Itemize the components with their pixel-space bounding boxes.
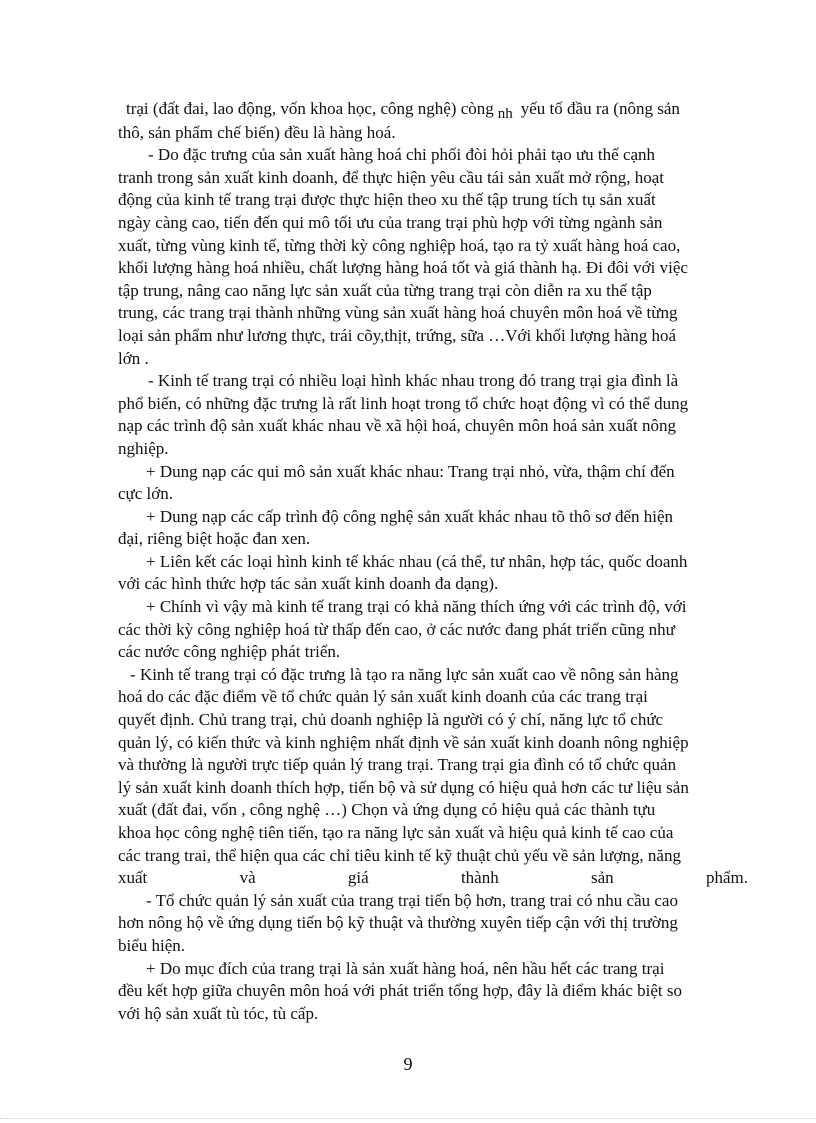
- paragraph-line: - Kinh tế trang trại có nhiều loại hình khác nhau trong đó trang trại gia đình là: [148, 371, 679, 391]
- paragraph-line: - Tổ chức quản lý sản xuất của trang trại tiến bộ hơn, trang trai có nhu cầu cao: [146, 890, 678, 910]
- paragraph-line: ngày càng cao, tiến đến qui mô tối ưu của trang trại phù hợp với từng ngành sản: [118, 212, 663, 232]
- paragraph-line: lớn .: [118, 348, 149, 368]
- paragraph-line: quản lý, có kiến thức và kinh nghiệm nhất định về sản xuất kinh doanh nông nghiệp: [118, 732, 689, 752]
- paragraph-line: quyết định. Chủ trang trại, chủ doanh nghiệp là người có ý chí, năng lực tổ chức: [118, 710, 664, 730]
- paragraph-line: trung, các trang trại thành những vùng sản xuất hàng hoá chuyên môn hoá về từng: [118, 303, 678, 323]
- paragraph-line: phổ biến, có những đặc trưng là rất linh hoạt trong tổ chức hoạt động vì có thể dung: [118, 393, 689, 413]
- word: thành: [460, 868, 499, 888]
- paragraph-line: biểu hiện.: [118, 935, 186, 955]
- word: phẩm.: [705, 868, 748, 888]
- paragraph-4: [118, 506, 778, 551]
- paragraph-line: - Do đặc trưng của sản xuất hàng hoá chi phối đòi hỏi phải tạo ưu thế cạnh: [148, 145, 656, 165]
- paragraph-line: cực lớn.: [118, 484, 174, 504]
- paragraph-line: + Do mục đích của trang trại là sản xuất hàng hoá, nên hầu hết các trang trại: [146, 958, 665, 978]
- paragraph-line: với các hình thức hợp tác sản xuất kinh doanh đa dạng).: [118, 574, 499, 594]
- paragraph-line: + Dung nạp các cấp trình độ công nghệ sản xuất khác nhau tõ thô sơ đến hiện: [146, 506, 674, 526]
- paragraph-0: [118, 98, 778, 144]
- paragraph-line: các nước công nghiệp phát triển.: [118, 642, 341, 662]
- paragraph-line: khối lượng hàng hoá nhiều, chất lượng hàng hoá tốt và giá thành hạ. Đi đôi với việc: [118, 258, 688, 278]
- paragraph-line: + Chính vì vậy mà kinh tế trang trại có khả năng thích ứng với các trình độ, với: [146, 597, 687, 617]
- paragraph-line: các thời kỳ công nghiệp hoá từ thấp đến cao, ở các nước đang phát triển cũng như: [118, 619, 675, 639]
- paragraph-0-line: thô, sản phẩm chế biến) đều là hàng hoá.: [118, 122, 396, 142]
- justified-last-line: [118, 867, 748, 890]
- paragraph-0-text-a: trại (đất đai, lao động, vốn khoa học, công nghệ) còng: [126, 99, 494, 118]
- paragraph-8: [118, 890, 778, 958]
- paragraph-line: - Kinh tế trang trại có đặc trưng là tạo ra năng lực sản xuất cao về nông sản hàng: [130, 664, 679, 684]
- paragraph-line: hơn nông hộ về ứng dụng tiến bộ kỹ thuật và thường xuyên tiếp cận với thị trường: [118, 913, 678, 933]
- paragraph-6: [118, 596, 778, 664]
- paragraph-line: hoá do các đặc điểm về tổ chức quản lý sản xuất kinh doanh của các trang trại: [118, 687, 648, 707]
- paragraph-line: + Liên kết các loại hình kinh tế khác nhau (cá thể, tư nhân, hợp tác, quốc doanh: [146, 551, 688, 571]
- document-body: [118, 98, 778, 1025]
- paragraph-7: [118, 664, 778, 890]
- word: xuất: [118, 868, 148, 888]
- word: sản: [591, 868, 614, 888]
- paragraph-line: tranh trong sản xuất kinh doanh, để thực hiện yêu cầu tái sản xuất mở rộng, hoạt: [118, 167, 665, 187]
- paragraph-line: khoa học công nghệ tiên tiến, tạo ra năng lực sản xuất và hiệu quả kinh tế cao của: [118, 823, 674, 842]
- paragraph-2: [118, 370, 778, 460]
- word: giá: [347, 868, 369, 888]
- paragraph-line: loại sản phẩm như lương thực, trái cõy,thịt, trứng, sữa …Với khối lượng hàng hoá: [118, 325, 677, 345]
- paragraph-line: xuất (đất đai, vốn , công nghệ …) Chọn và ứng dụng có hiệu quả các thành tựu: [118, 800, 656, 820]
- paragraph-5: [118, 551, 778, 596]
- paragraph-line: nghiệp.: [118, 438, 169, 458]
- paragraph-3: [118, 461, 778, 506]
- paragraph-line: tập trung, nâng cao năng lực sản xuất của từng trang trại còn diễn ra xu thế tập: [118, 280, 652, 300]
- paragraph-line: lý sản xuất kinh doanh thích hợp, tiến bộ và sử dụng có hiệu quả hơn các tư liệu sản: [118, 777, 689, 797]
- paragraph-line: + Dung nạp các qui mô sản xuất khác nhau: Trang trại nhỏ, vừa, thậm chí đến: [146, 461, 675, 481]
- paragraph-line: với hộ sản xuất tù tóc, tù cấp.: [118, 1003, 319, 1023]
- paragraph-1: [118, 144, 778, 370]
- paragraph-line: đều kết hợp giữa chuyên môn hoá với phát triển tổng hợp, đây là điểm khác biệt so: [118, 981, 682, 1001]
- paragraph-line: động của kinh tế trang trại được thực hiện theo xu thế tập trung tích tụ sản xuất: [118, 190, 656, 210]
- paragraph-0-text-b: yếu tố đầu ra (nông sản: [520, 99, 680, 118]
- paragraph-line: và thường là người trực tiếp quản lý trang trại. Trang trại gia đình có tổ chức quản: [118, 755, 677, 775]
- paragraph-9: [118, 958, 778, 1026]
- paragraph-line: xuất, từng vùng kinh tế, từng thời kỳ công nghiệp hoá, tạo ra tỷ xuất hàng hoá cao,: [118, 235, 681, 255]
- paragraph-line: các trang trai, thể hiện qua các chỉ tiêu kinh tế kỹ thuật chủ yếu về sản lượng, năng: [118, 845, 681, 865]
- page-number: 9: [403, 1054, 413, 1074]
- paragraph-line: nạp các trình độ sản xuất khác nhau về xã hội hoá, chuyên môn hoá sản xuất nông: [118, 416, 677, 436]
- subscript-text: nh: [497, 106, 513, 122]
- word: và: [239, 868, 256, 888]
- paragraph-line: đại, riêng biệt hoặc đan xen.: [118, 529, 311, 549]
- page-bottom-divider: [0, 1118, 816, 1119]
